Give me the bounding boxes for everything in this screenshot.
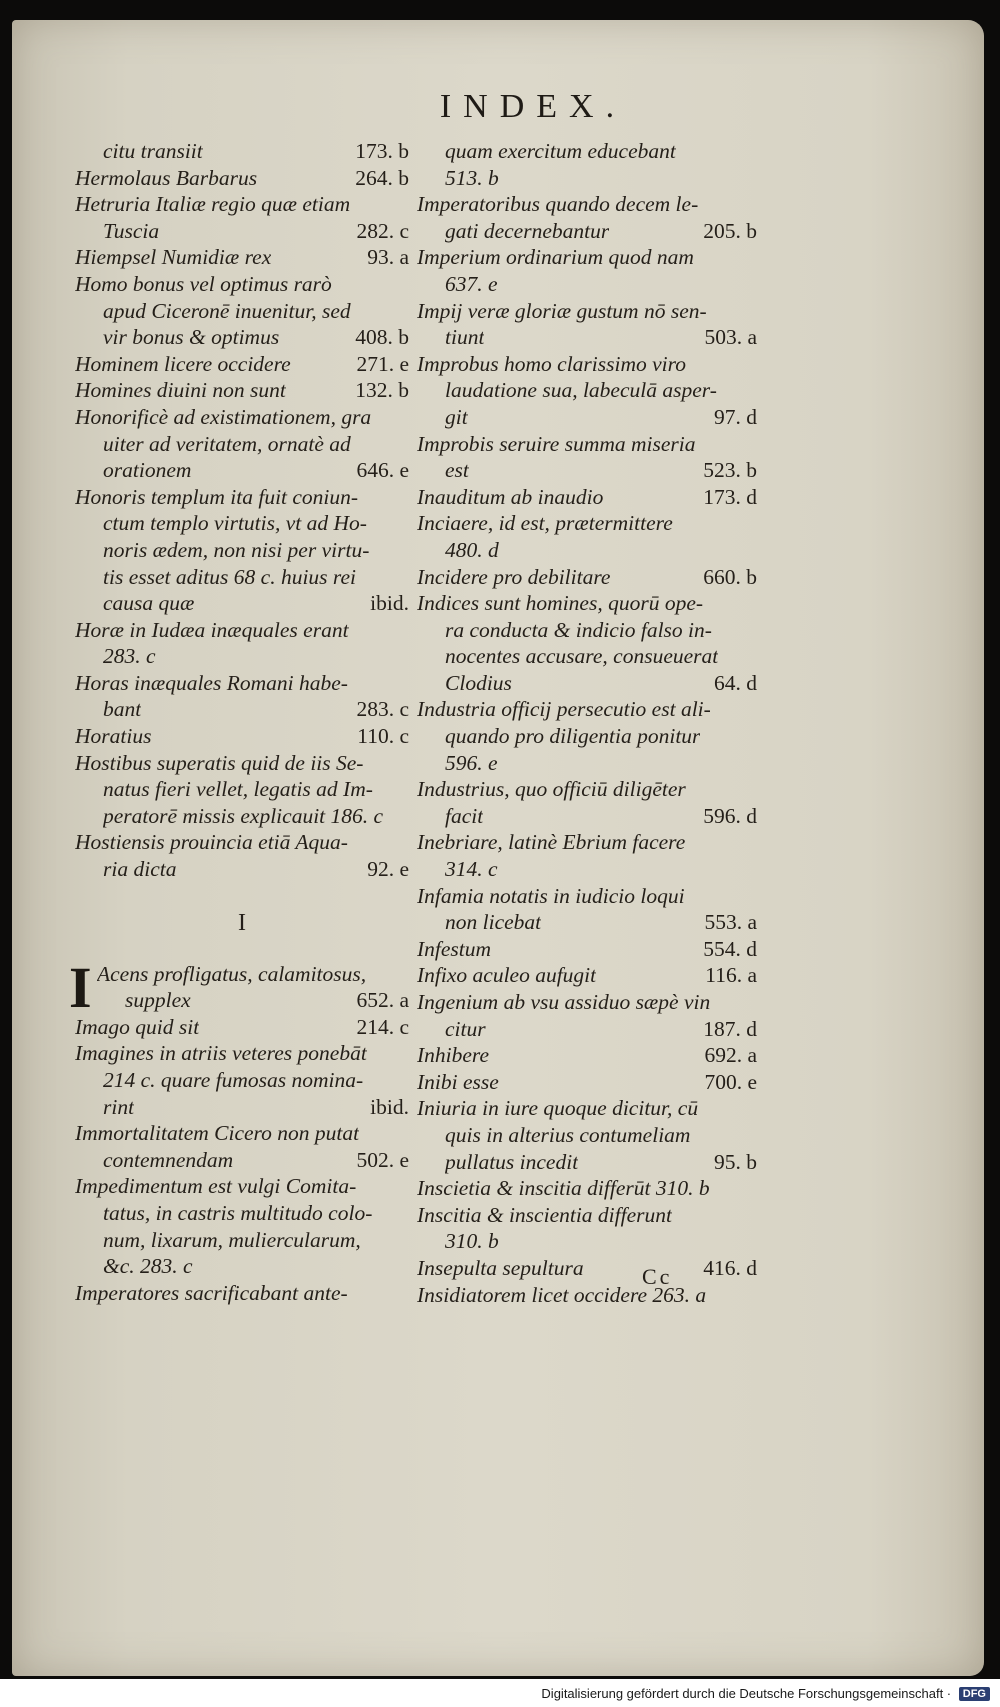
entry-line [75,670,409,697]
entry-text: Insepulta sepultura [417,1255,584,1280]
entry-line [75,431,409,458]
page-reference: 553. a [704,910,757,935]
entry-text: Industrius, quo officiū diligēter [417,777,686,802]
index-entry [417,510,757,563]
entry-text: tiunt [445,325,485,350]
entry-line [417,271,757,298]
index-entry [75,723,409,750]
entry-line [417,404,757,431]
entry-text: Insidiatorem licet occidere 263. a [417,1282,707,1307]
entry-line [75,1173,409,1200]
footer-credit [541,1686,990,1701]
entry-line [75,856,409,883]
entry-text: gati decernebantur [445,218,610,243]
entry-text: Honorificè ad existimationem, gra [75,404,372,429]
entry-text: citu transiit [103,139,203,163]
index-entry [75,829,409,882]
entry-line [417,1122,757,1149]
entry-text: Indices sunt homines, quorū ope- [417,591,704,616]
index-entry [417,1069,757,1096]
entry-text: Imperatoribus quando decem le- [417,192,699,217]
page-reference: 646. e [356,458,409,483]
index-entry [75,1173,409,1279]
entry-text: 596. e [445,750,498,775]
entry-text: 513. b [445,165,499,190]
entry-line [75,271,409,298]
entry-line [417,617,757,644]
entry-text: quando pro diligentia ponitur [445,724,701,749]
entry-line [417,564,757,591]
entry-text: Hostibus superatis quid de iis Se- [75,750,364,775]
index-entry [417,590,757,696]
left-entries [75,138,409,883]
index-entry [417,1255,757,1282]
entry-line [417,856,757,883]
index-entry [75,165,409,192]
entry-line [75,1040,409,1067]
entry-line [417,643,757,670]
index-entry [417,138,757,191]
index-entry [417,776,757,829]
entry-line [75,723,409,750]
entry-line [417,510,757,537]
entry-text: git [445,404,468,429]
entry-text: Improbus homo clarissimo viro [417,351,686,376]
index-entry [417,883,757,936]
entry-text: Inauditum ab inaudio [417,484,604,509]
entry-text: natus fieri vellet, legatis ad Im- [103,777,373,802]
page-reference: 692. a [704,1043,757,1068]
page-reference: ibid. [370,591,409,616]
entry-text: nocentes accusare, consueuerat [445,644,719,669]
entry-text: Inibi esse [417,1069,499,1094]
page-reference: 110. c [357,724,409,749]
entry-line [417,1202,757,1229]
entry-line [75,404,409,431]
entry-line [75,1200,409,1227]
entry-text: Horas inæquales Romani habe- [75,670,348,695]
entry-text: num, lixarum, muliercularum, [103,1227,361,1252]
entry-line [97,961,409,988]
page-reference: 173. d [703,484,757,509]
page-reference: 97. d [714,404,757,429]
entry-text: Hetruria Italiæ regio quæ etiam [75,192,351,217]
page-reference: 116. a [705,963,757,988]
index-entry [75,244,409,271]
page-reference: 503. a [704,325,757,350]
entry-line [417,750,757,777]
entry-text: quis in alterius contumeliam [445,1122,691,1147]
page-reference: 408. b [355,325,409,350]
index-entry [75,617,409,670]
entry-text: Homines diuini non sunt [75,378,286,403]
entry-line [75,750,409,777]
entry-line [75,244,409,271]
entry-text: ctum templo virtutis, vt ad Ho- [103,511,367,536]
index-entry [417,1282,757,1309]
entry-text: Infestum [417,936,492,961]
entry-text: Hominem licere occidere [75,351,291,376]
entry-line [75,617,409,644]
entry-text: Iniuria in iure quoque dicitur, cū [417,1096,699,1121]
index-entry [75,191,409,244]
entry-line [75,803,409,830]
entry-line [417,138,757,165]
entry-line [417,324,757,351]
index-entry [417,1095,757,1175]
index-entry [75,351,409,378]
page-reference: 92. e [367,857,409,882]
entry-line [417,244,757,271]
catchword: Cc [642,1264,673,1289]
entry-text: Imago quid sit [75,1014,200,1039]
entry-line [75,1094,409,1121]
entry-text: rint [103,1094,135,1119]
entry-text: 283. c [103,644,156,669]
entry-text: Homo bonus vel optimus rarò [75,271,332,296]
page-reference: 523. b [703,458,757,483]
page-reference: 271. e [356,351,409,376]
entry-text: citur [445,1016,486,1041]
entry-text: Inscitia & inscientia differunt [417,1202,672,1227]
entry-text: 310. b [445,1229,499,1254]
page-reference: 214. c [356,1014,409,1039]
entry-line [417,298,757,325]
entry-text: Horæ in Iudæa inæquales erant [75,617,349,642]
entry-line [75,1014,409,1041]
entry-text: vir bonus & optimus [103,325,280,350]
page-reference: 187. d [703,1016,757,1041]
entry-text: Tuscia [103,218,160,243]
page-reference: 64. d [714,670,757,695]
entry-line [417,936,757,963]
entry-line [75,457,409,484]
index-entry [417,962,757,989]
entry-line [75,1067,409,1094]
entry-line [75,1120,409,1147]
entry-text: Hermolaus Barbarus [75,165,258,190]
entry-line [417,537,757,564]
entry-text: Imperium ordinarium quod nam [417,245,694,270]
entry-line [417,989,757,1016]
entry-line [417,1016,757,1043]
entry-text: Imagines in atriis veteres ponebāt [75,1041,367,1066]
entry-line [417,1095,757,1122]
entry-text: Immortalitatem Cicero non putat [75,1121,360,1146]
entry-line [75,590,409,617]
entry-text: Incidere pro debilitare [417,564,611,589]
entry-line [75,377,409,404]
index-entry [417,298,757,351]
index-entry [75,1040,409,1120]
entry-text: Ingenium ab vsu assiduo sæpè vin [417,990,711,1014]
index-entry [75,271,409,351]
page-reference: 554. d [703,936,757,961]
page-reference: 502. e [356,1147,409,1172]
entry-line [417,377,757,404]
entry-line [417,191,757,218]
entry-text: laudatione sua, labeculā asper- [445,378,717,403]
entry-text: noris ædem, non nisi per virtu- [103,537,370,562]
entry-text: bant [103,697,142,722]
entry-line [417,457,757,484]
entry-text: facit [445,803,484,828]
entry-text: 637. e [445,271,498,296]
entry-text: ra conducta & indicio falso in- [445,617,712,642]
entry-text: Industria officij persecutio est ali- [417,697,711,722]
page-reference: 660. b [703,564,757,589]
dropcap-letter: I [69,954,92,1020]
entry-text: &c. 283. c [103,1254,193,1279]
entry-line [97,987,409,1014]
entry-text: peratorē missis explicauit 186. c [103,803,384,828]
footer-bar [0,1679,1000,1707]
page-reference: 173. b [355,139,409,163]
index-entry [75,1014,409,1041]
entry-text: Hostiensis prouincia etiā Aqua- [75,830,348,855]
entry-line [417,883,757,910]
entry-text: causa quæ [103,591,195,616]
page-reference: ibid. [370,1094,409,1119]
entry-line [75,484,409,511]
index-entry [417,351,757,431]
entry-text: 314. c [445,857,498,882]
entry-line [75,1253,409,1280]
entry-text: Imperatores sacrificabant ante- [75,1280,348,1305]
entry-line [417,351,757,378]
index-entry [417,1175,757,1202]
right-column [417,138,757,1308]
index-entry [75,670,409,723]
entry-line [417,165,757,192]
entry-line [75,696,409,723]
entry-text: Clodius [445,670,512,695]
index-entry [417,1202,757,1255]
index-entry [75,377,409,404]
index-entry [417,936,757,963]
entry-line [417,670,757,697]
index-entry [417,829,757,882]
index-entry [417,696,757,776]
entry-line [417,696,757,723]
page-reference: 700. e [704,1069,757,1094]
index-entry [75,1280,409,1307]
entry-text: quam exercitum educebant [445,139,676,163]
entry-text: Infixo aculeo aufugit [417,963,597,988]
entry-line [417,909,757,936]
entry-line [417,1282,757,1309]
entry-line [75,165,409,192]
index-entry [75,750,409,830]
dfg-logo-icon: DFG [959,1687,990,1701]
entry-line [417,1255,757,1282]
entry-line [75,537,409,564]
entry-line [417,803,757,830]
entry-line [75,1147,409,1174]
page-reference: 132. b [355,378,409,403]
page-reference: 205. b [703,218,757,243]
index-entry [417,1042,757,1069]
page-reference: 264. b [355,165,409,190]
entry-line [75,643,409,670]
entry-text: non licebat [445,910,542,935]
book-page [12,20,984,1676]
page-reference: 95. b [714,1149,757,1174]
footer-credit-text: Digitalisierung gefördert durch die Deutsche Forschungsgemeinschaft · [541,1686,952,1701]
entry-text: tatus, in castris multitudo colo- [103,1200,373,1225]
entry-text: supplex [125,988,191,1013]
entry-line [417,218,757,245]
entry-line [75,351,409,378]
entry-line [417,1149,757,1176]
entry-text: Inciaere, id est, prætermittere [417,511,673,536]
entry-line [417,723,757,750]
page-reference: 652. a [356,988,409,1013]
entry-text: Infamia notatis in iudicio loqui [417,883,685,908]
entry-line [75,564,409,591]
entry-line [417,431,757,458]
entry-text: Hiempsel Numidiæ rex [75,245,272,270]
index-entry [417,191,757,244]
entry-line [75,324,409,351]
page-reference: 283. c [356,697,409,722]
entry-text: Inhibere [417,1043,490,1068]
entry-line [75,776,409,803]
index-entry [417,244,757,297]
entry-line [75,191,409,218]
left-entries-after [75,1014,409,1307]
entry-line [75,1280,409,1307]
entry-text: Improbis seruire summa miseria [417,431,696,456]
entry-line [417,1069,757,1096]
entry-line [417,590,757,617]
entry-line [75,138,409,165]
entry-line [75,1227,409,1254]
index-entry [75,404,409,484]
entry-text: Horatius [75,724,152,749]
entry-line [75,510,409,537]
entry-text: pullatus incedit [445,1149,579,1174]
page-reference: 416. d [703,1255,757,1280]
entry-text: orationem [103,458,192,483]
entry-text: contemnendam [103,1147,234,1172]
page-header: INDEX. [439,88,627,125]
entry-text: Honoris templum ita fuit coniun- [75,484,359,509]
entry-text: Inebriare, latinè Ebrium facere [417,830,686,855]
index-entry [75,484,409,617]
entry-line [417,829,757,856]
index-entry [75,1120,409,1173]
index-entry [75,138,409,165]
page-reference: 93. a [367,245,409,270]
entry-text: est [445,458,469,483]
entry-text: Impedimentum est vulgi Comita- [75,1174,357,1199]
dropcap-entry [69,954,409,1020]
entry-text: Impij veræ gloriæ gustum nō sen- [417,298,707,323]
letter-heading: I [238,909,246,936]
entry-line [417,962,757,989]
entry-text: Acens profligatus, calamitosus, [97,961,367,986]
index-entry [417,431,757,484]
entry-line [75,218,409,245]
left-column [69,138,409,1306]
entry-text: tis esset aditus 68 c. huius rei [103,564,357,589]
entry-text: ria dicta [103,857,177,882]
index-entry [417,989,757,1042]
entry-line [75,298,409,325]
entry-line [75,829,409,856]
entry-text: apud Ciceronē inuenitur, sed [103,298,351,323]
page-reference: 282. c [356,218,409,243]
entry-line [417,1228,757,1255]
entry-line [417,776,757,803]
index-entry [417,484,757,511]
entry-text: 214 c. quare fumosas nomina- [103,1068,364,1092]
page-reference: 596. d [703,803,757,828]
entry-text: 480. d [445,537,499,562]
index-entry [417,564,757,591]
entry-line [417,484,757,511]
entry-text: Inscietia & inscitia differūt 310. b [417,1176,710,1201]
entry-line [417,1042,757,1069]
entry-line [417,1175,757,1202]
entry-text: uiter ad veritatem, ornatè ad [103,431,351,456]
